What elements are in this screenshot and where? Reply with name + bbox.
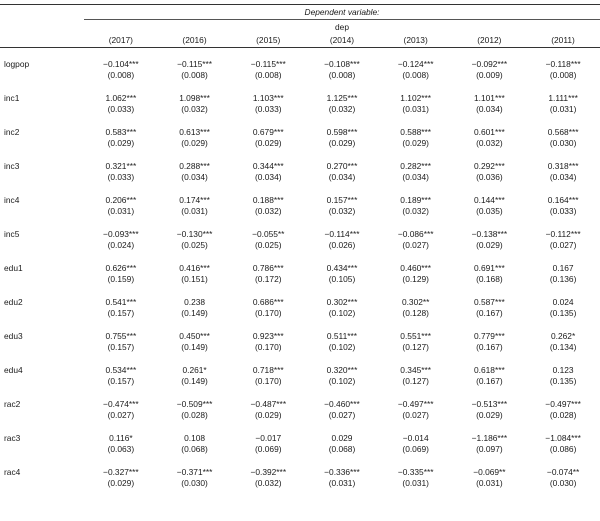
empty-cell [0, 478, 84, 489]
caption-rule [84, 19, 600, 20]
coef-row [0, 297, 600, 308]
coef-row [0, 195, 600, 206]
variable-label: inc2 [4, 127, 20, 137]
coefficient-cell: 0.598*** [326, 127, 358, 137]
coefficient-cell: −0.014 [402, 433, 429, 443]
coefficient-cell: −0.108*** [324, 59, 360, 69]
coef-row [0, 365, 600, 376]
coefficient-cell: −0.474*** [103, 399, 139, 409]
variable-label: inc5 [4, 229, 20, 239]
std-error-cell: (0.029) [255, 410, 282, 420]
variable-label: edu4 [4, 365, 23, 375]
dep-label: dep [335, 22, 349, 32]
std-error-cell: (0.028) [549, 410, 577, 420]
coefficient-cell: 0.588*** [400, 127, 432, 137]
coef-row [0, 59, 600, 70]
coefficient-cell: −0.509*** [176, 399, 213, 409]
spacer-row [0, 319, 600, 331]
coefficient-cell: −0.115*** [177, 59, 213, 69]
coefficient-cell: 1.101*** [474, 93, 505, 103]
coefficient-cell: 0.188*** [252, 195, 284, 205]
coefficient-cell: 1.062*** [105, 93, 137, 103]
se-row [0, 410, 600, 421]
coefficient-cell: −0.335*** [397, 467, 434, 477]
coefficient-cell: −0.092*** [471, 59, 508, 69]
year-header: (2014) [329, 35, 355, 45]
coefficient-cell: −0.086*** [397, 229, 434, 239]
std-error-cell: (0.167) [476, 342, 503, 352]
variable-label: inc1 [4, 93, 20, 103]
empty-cell [0, 376, 84, 387]
year-header: (2013) [403, 35, 428, 45]
std-error-cell: (0.168) [476, 274, 503, 284]
coefficient-cell: 0.345*** [400, 365, 432, 375]
std-error-cell: (0.032) [476, 138, 503, 148]
coefficient-cell: 0.024 [552, 297, 574, 307]
std-error-cell: (0.029) [328, 138, 356, 148]
std-error-cell: (0.027) [402, 410, 429, 420]
se-row [0, 274, 600, 285]
std-error-cell: (0.031) [328, 478, 356, 488]
std-error-cell: (0.033) [107, 104, 135, 114]
coefficient-cell: 0.164*** [547, 195, 579, 205]
coef-row [0, 433, 600, 444]
coefficient-cell: −0.055** [252, 229, 285, 239]
year-header: (2011) [551, 35, 575, 45]
std-error-cell: (0.127) [402, 342, 429, 352]
std-error-cell: (0.127) [402, 376, 429, 386]
se-row [0, 444, 600, 455]
std-error-cell: (0.027) [328, 410, 356, 420]
std-error-cell: (0.063) [107, 444, 135, 454]
empty-cell [0, 104, 84, 115]
coefficient-cell: 0.618*** [474, 365, 505, 375]
year-header: (2015) [256, 35, 281, 45]
coef-row [0, 127, 600, 138]
std-error-cell: (0.026) [328, 240, 356, 250]
std-error-cell: (0.136) [549, 274, 577, 284]
spacer-row [0, 115, 600, 127]
std-error-cell: (0.068) [328, 444, 356, 454]
coefficient-cell: 0.679*** [252, 127, 284, 137]
coefficient-cell: −0.327*** [103, 467, 139, 477]
coefficient-cell: −1.084*** [545, 433, 581, 443]
variable-label: edu2 [4, 297, 23, 307]
spacer-row [0, 251, 600, 263]
coefficient-cell: −0.487*** [250, 399, 287, 409]
std-error-cell: (0.134) [549, 342, 577, 352]
std-error-cell: (0.025) [181, 240, 208, 250]
se-row [0, 342, 600, 353]
std-error-cell: (0.157) [107, 342, 135, 352]
coefficient-cell: −0.112*** [545, 229, 581, 239]
coefficient-cell: 0.534*** [105, 365, 137, 375]
coefficient-cell: 0.288*** [179, 161, 210, 171]
std-error-cell: (0.034) [476, 104, 503, 114]
std-error-cell: (0.033) [255, 104, 282, 114]
se-row [0, 240, 600, 251]
coef-row [0, 331, 600, 342]
coefficient-cell: −0.069** [473, 467, 506, 477]
coefficient-cell: 1.098*** [179, 93, 210, 103]
empty-cell [0, 308, 84, 319]
variable-label: rac3 [4, 433, 21, 443]
std-error-cell: (0.034) [549, 172, 577, 182]
std-error-cell: (0.105) [328, 274, 356, 284]
coefficient-cell: 0.460*** [400, 263, 432, 273]
coefficient-cell: 0.923*** [252, 331, 284, 341]
coefficient-cell: 0.116* [109, 433, 133, 443]
coefficient-cell: 0.157*** [326, 195, 358, 205]
std-error-cell: (0.034) [255, 172, 282, 182]
variable-label: rac2 [4, 399, 21, 409]
coefficient-cell: 0.261* [182, 365, 207, 375]
coefficient-cell: 0.282*** [400, 161, 432, 171]
spacer-row [0, 455, 600, 467]
std-error-cell: (0.008) [107, 70, 135, 80]
coefficient-cell: 0.626*** [105, 263, 137, 273]
coefficient-cell: 0.292*** [474, 161, 505, 171]
std-error-cell: (0.032) [181, 104, 208, 114]
std-error-cell: (0.032) [328, 206, 356, 216]
std-error-cell: (0.167) [476, 308, 503, 318]
empty-cell [0, 274, 84, 285]
std-error-cell: (0.033) [107, 172, 135, 182]
coefficient-cell: 0.786*** [252, 263, 284, 273]
year-header: (2012) [477, 35, 502, 45]
coefficient-cell: 0.189*** [400, 195, 432, 205]
std-error-cell: (0.027) [549, 240, 577, 250]
coefficient-cell: 0.568*** [547, 127, 579, 137]
coefficient-cell: 1.125*** [326, 93, 358, 103]
coefficient-cell: 0.450*** [179, 331, 210, 341]
spacer-row [0, 217, 600, 229]
coefficient-cell: 1.102*** [400, 93, 432, 103]
se-row [0, 104, 600, 115]
std-error-cell: (0.008) [402, 70, 429, 80]
std-error-cell: (0.009) [476, 70, 503, 80]
se-row [0, 172, 600, 183]
coefficient-cell: 0.686*** [252, 297, 284, 307]
std-error-cell: (0.031) [402, 104, 429, 114]
coefficient-cell: −0.336*** [324, 467, 360, 477]
std-error-cell: (0.151) [181, 274, 208, 284]
std-error-cell: (0.029) [181, 138, 208, 148]
std-error-cell: (0.029) [402, 138, 429, 148]
coefficient-cell: −0.104*** [103, 59, 139, 69]
std-error-cell: (0.030) [549, 138, 577, 148]
coefficient-cell: 0.691*** [474, 263, 505, 273]
coefficient-cell: −0.371*** [176, 467, 213, 477]
coefficient-cell: 0.238 [184, 297, 206, 307]
std-error-cell: (0.068) [181, 444, 208, 454]
std-error-cell: (0.031) [181, 206, 208, 216]
coefficient-cell: 0.541*** [105, 297, 137, 307]
std-error-cell: (0.034) [402, 172, 429, 182]
coef-row [0, 93, 600, 104]
std-error-cell: (0.102) [328, 342, 356, 352]
coefficient-cell: −0.093*** [103, 229, 139, 239]
std-error-cell: (0.031) [402, 478, 429, 488]
coefficient-cell: 0.167 [552, 263, 574, 273]
coefficient-cell: 0.779*** [474, 331, 505, 341]
std-error-cell: (0.008) [328, 70, 356, 80]
coefficient-cell: 0.755*** [105, 331, 137, 341]
coef-row [0, 399, 600, 410]
std-error-cell: (0.029) [107, 478, 135, 488]
std-error-cell: (0.170) [255, 342, 282, 352]
coefficient-cell: 0.416*** [179, 263, 210, 273]
se-row [0, 138, 600, 149]
std-error-cell: (0.159) [107, 274, 135, 284]
se-row [0, 478, 600, 489]
coefficient-cell: 0.613*** [179, 127, 210, 137]
std-error-cell: (0.036) [476, 172, 503, 182]
coefficient-cell: −0.497*** [397, 399, 434, 409]
std-error-cell: (0.030) [181, 478, 208, 488]
coefficient-cell: 0.551*** [400, 331, 432, 341]
coefficient-cell: −0.118*** [545, 59, 581, 69]
coefficient-cell: 0.123 [552, 365, 574, 375]
coefficient-cell: 0.320*** [326, 365, 358, 375]
std-error-cell: (0.034) [181, 172, 208, 182]
spacer-row [0, 353, 600, 365]
coefficient-cell: 0.434*** [326, 263, 358, 273]
coefficient-cell: 0.174*** [179, 195, 210, 205]
coefficient-cell: 1.103*** [252, 93, 284, 103]
std-error-cell: (0.097) [476, 444, 503, 454]
std-error-cell: (0.029) [107, 138, 135, 148]
std-error-cell: (0.024) [107, 240, 135, 250]
std-error-cell: (0.035) [476, 206, 503, 216]
coefficient-cell: 0.587*** [474, 297, 505, 307]
std-error-cell: (0.028) [181, 410, 208, 420]
coefficient-cell: −1.186*** [471, 433, 508, 443]
std-error-cell: (0.027) [107, 410, 135, 420]
coefficient-cell: 0.511*** [326, 331, 358, 341]
coef-row [0, 467, 600, 478]
dependent-variable-caption: Dependent variable: [304, 7, 380, 17]
year-header: (2016) [182, 35, 207, 45]
std-error-cell: (0.128) [402, 308, 429, 318]
table-body [0, 47, 600, 489]
std-error-cell: (0.032) [402, 206, 429, 216]
coefficient-cell: −0.017 [255, 433, 282, 443]
std-error-cell: (0.025) [255, 240, 282, 250]
std-error-cell: (0.170) [255, 376, 282, 386]
std-error-cell: (0.031) [549, 104, 577, 114]
std-error-cell: (0.008) [255, 70, 282, 80]
std-error-cell: (0.149) [181, 342, 208, 352]
std-error-cell: (0.008) [549, 70, 577, 80]
coefficient-cell: 0.601*** [474, 127, 505, 137]
coefficient-cell: 0.206*** [105, 195, 137, 205]
coefficient-cell: −0.115*** [250, 59, 286, 69]
std-error-cell: (0.032) [255, 206, 282, 216]
std-error-cell: (0.031) [107, 206, 135, 216]
spacer-row [0, 47, 600, 59]
empty-cell [0, 444, 84, 455]
coefficient-cell: −0.460*** [324, 399, 360, 409]
coefficient-cell: −0.130*** [176, 229, 213, 239]
se-row [0, 376, 600, 387]
std-error-cell: (0.149) [181, 376, 208, 386]
coefficient-cell: −0.074** [546, 467, 580, 477]
empty-cell [0, 342, 84, 353]
std-error-cell: (0.102) [328, 308, 356, 318]
empty-cell [0, 70, 84, 81]
coefficient-cell: −0.138*** [471, 229, 508, 239]
coefficient-cell: 0.583*** [105, 127, 137, 137]
coef-row [0, 229, 600, 240]
std-error-cell: (0.172) [255, 274, 282, 284]
empty-cell [0, 206, 84, 217]
coefficient-cell: 0.302*** [326, 297, 358, 307]
std-error-cell: (0.031) [476, 478, 503, 488]
coefficient-cell: 0.270*** [326, 161, 358, 171]
std-error-cell: (0.030) [549, 478, 577, 488]
std-error-cell: (0.135) [549, 376, 577, 386]
spacer-row [0, 387, 600, 399]
spacer-row [0, 421, 600, 433]
coef-row [0, 263, 600, 274]
std-error-cell: (0.135) [549, 308, 577, 318]
std-error-cell: (0.157) [107, 308, 135, 318]
variable-label: edu3 [4, 331, 23, 341]
std-error-cell: (0.086) [549, 444, 577, 454]
coefficient-table [0, 47, 600, 489]
std-error-cell: (0.034) [328, 172, 356, 182]
coefficient-cell: 0.344*** [252, 161, 284, 171]
coefficient-cell: −0.114*** [324, 229, 360, 239]
spacer-row [0, 81, 600, 93]
std-error-cell: (0.029) [476, 240, 503, 250]
se-row [0, 308, 600, 319]
spacer-row [0, 183, 600, 195]
coefficient-cell: 0.262* [551, 331, 576, 341]
coefficient-cell: 0.144*** [474, 195, 505, 205]
se-row [0, 206, 600, 217]
year-header: (2017) [108, 35, 133, 45]
std-error-cell: (0.008) [181, 70, 208, 80]
coefficient-cell: −0.124*** [397, 59, 434, 69]
variable-label: inc4 [4, 195, 20, 205]
coef-row [0, 161, 600, 172]
empty-cell [0, 138, 84, 149]
top-rule [0, 4, 600, 5]
spacer-row [0, 285, 600, 297]
std-error-cell: (0.069) [402, 444, 429, 454]
std-error-cell: (0.032) [328, 104, 356, 114]
spacer-row [0, 149, 600, 161]
std-error-cell: (0.027) [402, 240, 429, 250]
variable-label: rac4 [4, 467, 21, 477]
std-error-cell: (0.157) [107, 376, 135, 386]
coefficient-cell: −0.513*** [471, 399, 508, 409]
std-error-cell: (0.102) [328, 376, 356, 386]
std-error-cell: (0.032) [255, 478, 282, 488]
coefficient-cell: −0.392*** [250, 467, 287, 477]
std-error-cell: (0.129) [402, 274, 429, 284]
std-error-cell: (0.167) [476, 376, 503, 386]
se-row [0, 70, 600, 81]
variable-label: edu1 [4, 263, 23, 273]
std-error-cell: (0.029) [476, 410, 503, 420]
coefficient-cell: 0.029 [331, 433, 353, 443]
coefficient-cell: 0.718*** [252, 365, 284, 375]
empty-cell [0, 240, 84, 251]
coefficient-cell: 0.302** [401, 297, 430, 307]
std-error-cell: (0.069) [255, 444, 282, 454]
coefficient-cell: 1.111*** [548, 93, 578, 103]
variable-label: logpop [4, 59, 30, 69]
empty-cell [0, 410, 84, 421]
coefficient-cell: −0.497*** [545, 399, 581, 409]
std-error-cell: (0.149) [181, 308, 208, 318]
coefficient-cell: 0.321*** [105, 161, 137, 171]
coefficient-cell: 0.108 [184, 433, 206, 443]
coefficient-cell: 0.318*** [547, 161, 579, 171]
std-error-cell: (0.170) [255, 308, 282, 318]
empty-cell [0, 172, 84, 183]
std-error-cell: (0.033) [549, 206, 577, 216]
std-error-cell: (0.029) [255, 138, 282, 148]
variable-label: inc3 [4, 161, 20, 171]
